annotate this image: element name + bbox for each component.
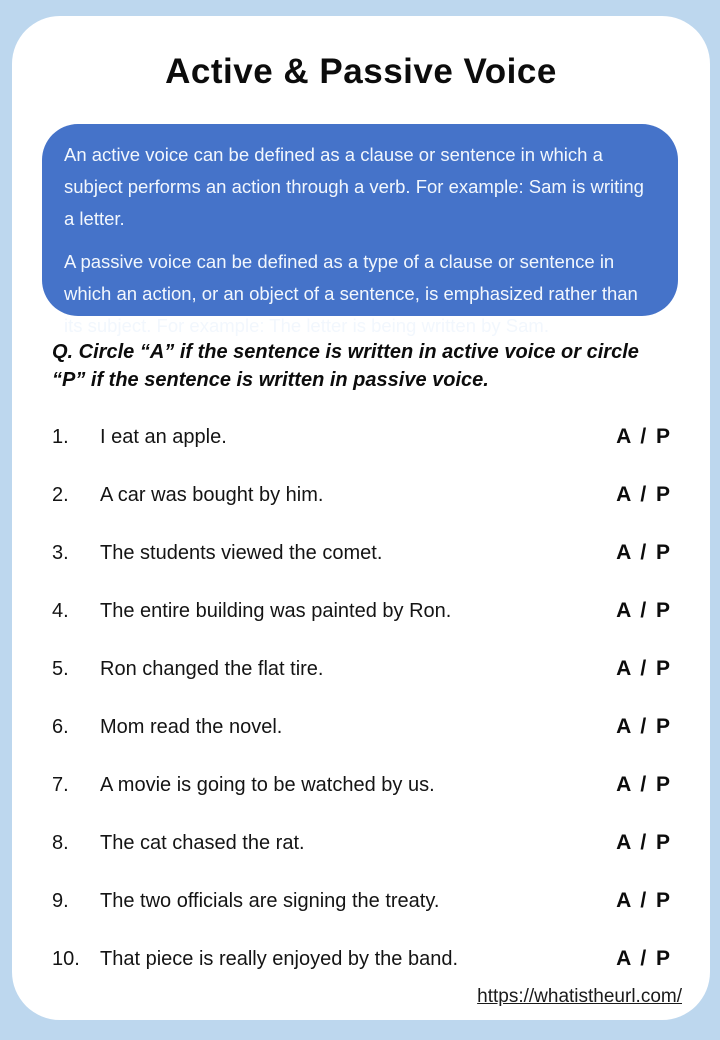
exercise-list <box>52 425 672 971</box>
item-sentence: The cat chased the rat. <box>100 832 305 854</box>
exercise-row <box>52 831 672 855</box>
item-sentence: I eat an apple. <box>100 426 227 448</box>
footer-link[interactable]: https://whatistheurl.com/ <box>477 986 682 1007</box>
definition-box <box>42 124 678 336</box>
exercise-row <box>52 483 672 507</box>
answer-options: A / P <box>616 889 672 912</box>
exercise-row <box>52 425 672 449</box>
item-number: 6. <box>52 716 69 738</box>
exercise-row <box>52 947 672 971</box>
passive-voice-definition: A passive voice can be defined as a type of a clause or sentence in which an action, or an object of a sentence, is emphasized rather than its subject. For example: The letter is being written by Sam. <box>64 251 638 336</box>
answer-options: A / P <box>616 541 672 564</box>
worksheet-card <box>12 16 710 1020</box>
item-sentence: The students viewed the comet. <box>100 542 383 564</box>
item-number: 8. <box>52 832 69 854</box>
exercise-row <box>52 773 672 797</box>
item-sentence: Mom read the novel. <box>100 716 283 738</box>
answer-options: A / P <box>616 483 672 506</box>
item-number: 2. <box>52 484 69 506</box>
item-sentence: The entire building was painted by Ron. <box>100 600 452 622</box>
answer-options: A / P <box>616 773 672 796</box>
answer-options: A / P <box>616 425 672 448</box>
footer <box>477 986 682 1008</box>
answer-options: A / P <box>616 599 672 622</box>
item-sentence: That piece is really enjoyed by the band. <box>100 948 458 970</box>
answer-options: A / P <box>616 947 672 970</box>
item-number: 5. <box>52 658 69 680</box>
exercise-row <box>52 889 672 913</box>
item-sentence: A movie is going to be watched by us. <box>100 774 435 796</box>
exercise-row <box>52 657 672 681</box>
page-title: Active & Passive Voice <box>165 52 557 91</box>
item-sentence: Ron changed the flat tire. <box>100 658 324 680</box>
item-number: 9. <box>52 890 69 912</box>
item-number: 3. <box>52 542 69 564</box>
active-voice-definition: An active voice can be defined as a clause or sentence in which a subject performs an action through a verb. For example: Sam is writing a letter. <box>64 144 644 229</box>
item-sentence: The two officials are signing the treaty. <box>100 890 440 912</box>
exercise-row <box>52 541 672 565</box>
answer-options: A / P <box>616 715 672 738</box>
exercise-row <box>52 599 672 623</box>
item-number: 1. <box>52 426 69 448</box>
answer-options: A / P <box>616 831 672 854</box>
item-sentence: A car was bought by him. <box>100 484 324 506</box>
item-number: 7. <box>52 774 69 796</box>
answer-options: A / P <box>616 657 672 680</box>
question-instruction: Q. Circle “A” if the sentence is written in active voice or circle “P” if the sentence is written in passive voice. <box>52 341 639 391</box>
item-number: 4. <box>52 600 69 622</box>
exercise-row <box>52 715 672 739</box>
item-number: 10. <box>52 948 80 970</box>
